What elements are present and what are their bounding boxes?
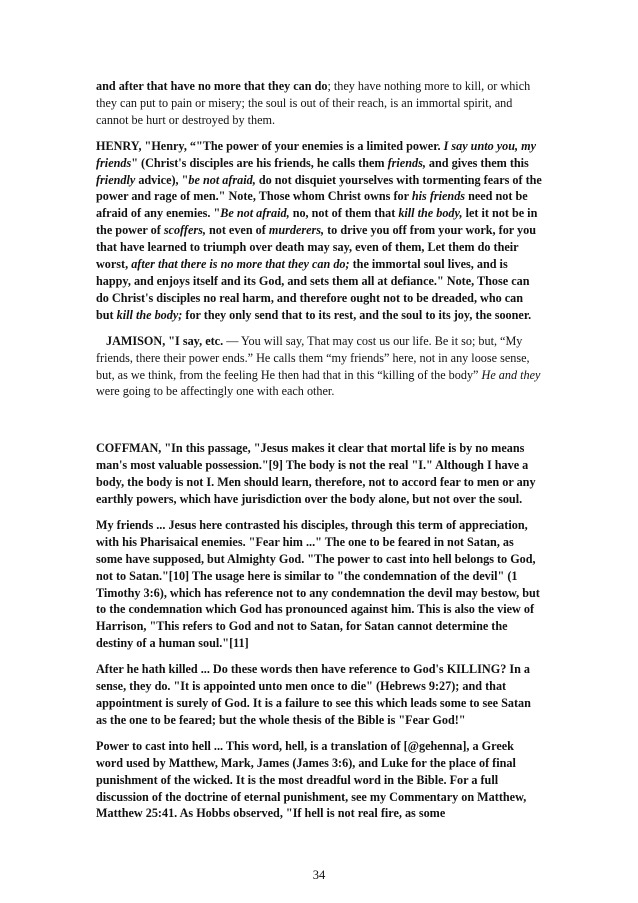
spacer bbox=[96, 652, 542, 661]
jamison-text-end: were going to be affectingly one with each other. bbox=[96, 384, 335, 399]
henry-italic: friends, bbox=[387, 155, 426, 170]
henry-text: need not be afraid of any enemies. " bbox=[96, 189, 528, 221]
spacer bbox=[96, 508, 542, 517]
bold-lead: and after that have no more that they can do bbox=[96, 79, 328, 93]
coffman-paragraph-2: My friends ... Jesus here contrasted his disciples, through this term of appreciation, with his Pharisaical enemies. "Fear him ..." The one to be feared in not Satan, as some have supposed, but Almighty God. "The power to cast into hell belongs to God, not to Satan."[10] The usage here is similar to "the condemnation of the devil" (1 Timothy 3:6), which has reference not to any condemnation the devil may bestow, but to the condemnation which God has pronounced against him. This is also the view of Harrison, "This refers to God and not to Satan, for Satan cannot determine the destiny of a human soul."[11] bbox=[96, 517, 540, 651]
jamison-text: — You will say, That may cost us our life. Be it so; but, “My friends, there their power ends.” He calls them “my friends” here, not in any loose sense, but, as we think, from the feeling He then had that in this “killing of the body” bbox=[96, 333, 530, 382]
henry-italic: his friends bbox=[411, 189, 466, 204]
henry-italic: murderers, bbox=[268, 223, 325, 238]
jamison-lead: JAMISON, "I say, etc. bbox=[106, 333, 224, 348]
page-number: 34 bbox=[312, 868, 326, 882]
indent bbox=[96, 334, 106, 348]
henry-italic: kill the body, bbox=[398, 206, 463, 221]
henry-text: no, not of them that bbox=[289, 206, 399, 221]
henry-italic: scoffers, bbox=[163, 223, 206, 238]
spacer bbox=[96, 400, 542, 440]
coffman-paragraph-3: After he hath killed ... Do these words then have reference to God's KILLING? In a sense, they do. "It is appointed unto men once to die" (Hebrews 9:27); and that appointment is surely of God. It is a failure to see this which leads some to see Satan as the one to be feared; but the whole thesis of the Bible is "Fear God!" bbox=[96, 662, 531, 727]
henry-text: to drive you off from your work, for you that have learned to triumph over death may say, even of them, Let them do their worst, bbox=[96, 223, 536, 272]
coffman-paragraph-1: COFFMAN, "In this passage, "Jesus makes it clear that mortal life is by no means man's most valuable possession."[9] The body is not the real "I." Although I have a body, the body is not I. Men should learn, therefore, not to accord fear to men or any earthly powers, which have jurisdiction over the body alone, but not over the soul. bbox=[96, 441, 536, 507]
henry-italic: Be not afraid, bbox=[220, 206, 290, 221]
henry-paragraph bbox=[96, 138, 542, 324]
henry-italic: kill the body; bbox=[116, 307, 183, 322]
henry-text: let it not be in the power of bbox=[96, 206, 538, 238]
coffman-paragraph-4: Power to cast into hell ... This word, hell, is a translation of [@gehenna], a Greek word used by Matthew, Mark, James (James 3:6), and Luke for the place of final punishment of the wicked. It is the most dreadful word in the Bible. For a full discussion of the doctrine of eternal punishment, see my Commentary on Matthew, Matthew 25:41. As Hobbs observed, "If hell is not real fire, as some bbox=[96, 738, 527, 821]
spacer bbox=[96, 729, 542, 738]
henry-text: " (Christ's disciples are his friends, he calls them bbox=[131, 155, 388, 170]
henry-text: do not disquiet yourselves with tormenting fears of the power and rage of men." Note, Those whom Christ owns for bbox=[96, 172, 542, 204]
page-body bbox=[96, 78, 542, 822]
paragraph-continuation bbox=[96, 78, 542, 129]
henry-text: the immortal soul lives, and is happy, and enjoys itself and its God, and sets them all at defiance." Note, Those can do Christ's disciples no real harm, and therefore ought not to be dreaded, who can but bbox=[96, 257, 530, 322]
henry-text: advice), " bbox=[135, 172, 189, 187]
spacer bbox=[96, 129, 542, 138]
henry-italic: friendly bbox=[96, 172, 136, 187]
jamison-paragraph bbox=[96, 333, 542, 401]
henry-italic: after that there is no more that they can do; bbox=[131, 257, 350, 272]
jamison-italic: He and they bbox=[481, 367, 541, 382]
henry-italic: I say unto you, my friends bbox=[96, 138, 537, 170]
henry-text: for they only send that to its rest, and the soul to its joy, the sooner. bbox=[182, 307, 532, 322]
spacer bbox=[96, 324, 542, 333]
paragraph-text: ; they have nothing more to kill, or which they can put to pain or misery; the soul is out of their reach, is an immortal spirit, and cannot be hurt or destroyed by them. bbox=[96, 79, 531, 127]
henry-text: and gives them this bbox=[425, 155, 529, 170]
henry-text: not even of bbox=[205, 223, 269, 238]
henry-text: HENRY, "Henry, “"The power of your enemies is a limited power. bbox=[96, 138, 444, 153]
henry-italic: be not afraid, bbox=[188, 172, 256, 187]
